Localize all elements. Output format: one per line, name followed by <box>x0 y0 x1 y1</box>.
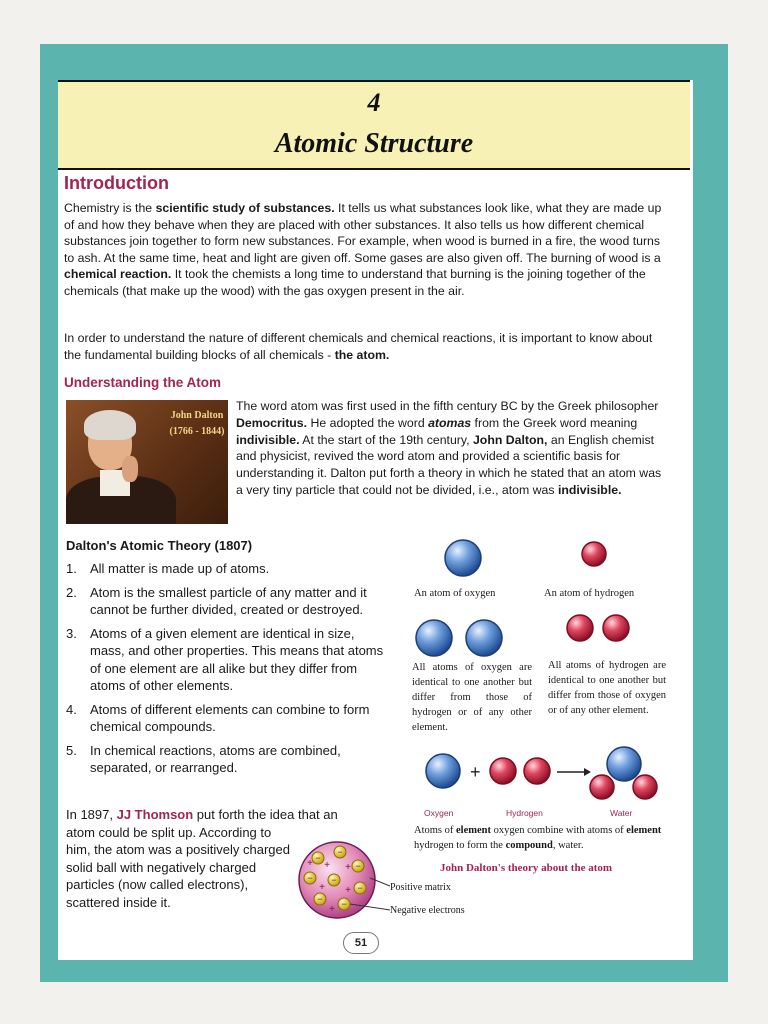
reaction-caption: Atoms of element oxygen combine with atoms of element hydrogen to form the compound, water. <box>414 825 662 851</box>
portrait-years: (1766 - 1844) <box>169 426 225 437</box>
oxygen-atom <box>416 620 452 656</box>
atom-history-paragraph: The word atom was first used in the fifth century BC by the Greek philosopher Democritus. He adopted the word atomas from the Greek word meaning indivisible. At the start of the 19th century, John Dalton, an English chemist and physicist, revived the word atom and provided a scientific basis for understanding it. Dalton put forth a theory in which he stated that an atom was a very tiny particle that could not be divided, i.e., atom was indivisible. <box>236 399 662 497</box>
hydrogen-atom <box>582 542 606 566</box>
hydrogen-atom <box>524 758 550 784</box>
plus-sign: + <box>470 762 481 782</box>
oxygen-description: All atoms of oxygen are identical to one another but differ from those of hydrogen or of any other element. <box>412 662 532 733</box>
thomson-model <box>299 842 390 918</box>
theory-point: 1. All matter is made up of atoms. <box>66 561 270 576</box>
svg-text:+: + <box>319 882 325 893</box>
oxygen-atom <box>466 620 502 656</box>
svg-text:+: + <box>307 858 313 869</box>
water-hydrogen-atom <box>590 775 614 799</box>
svg-text:−: − <box>337 847 343 857</box>
svg-text:−: − <box>315 853 321 863</box>
svg-text:−: − <box>307 873 313 883</box>
svg-text:−: − <box>355 861 361 871</box>
svg-text:+: + <box>345 862 351 873</box>
hydrogen-atom <box>567 615 593 641</box>
svg-text:−: − <box>341 899 347 909</box>
hydrogen-description: All atoms of hydrogen are identical to one another but differ from those of oxygen or of any other element. <box>548 660 666 716</box>
chapter-number: 4 <box>367 88 381 117</box>
understanding-atom-heading: Understanding the Atom <box>64 375 221 390</box>
figure-caption: John Dalton's theory about the atom <box>440 862 613 874</box>
reaction-arrowhead <box>584 768 591 776</box>
svg-text:+: + <box>345 885 351 896</box>
introduction-paragraph: Chemistry is the scientific study of substances. It tells us what substances look like, what they are made up of and how they behave when they are placed with other substances. It also tells us how different chemical substances join together to form new substances. For example, when wood is burned in a fire, the wood turns to ash. At the same time, heat and light are given off. Some gases are also given off. The burning of wood is a chemical reaction. It took the chemists a long time to understand that burning is the joining together of the chemicals (that make up the wood) with the gas oxygen present in the air. <box>64 201 662 298</box>
page-number: 51 <box>343 932 379 954</box>
svg-text:−: − <box>317 894 323 904</box>
dalton-theory-heading: Dalton's Atomic Theory (1807) <box>66 538 253 553</box>
svg-text:−: − <box>357 883 363 893</box>
hydrogen-atom-label: An atom of hydrogen <box>544 588 635 599</box>
theory-point: 4. Atoms of different elements can combine to form chemical compounds. <box>66 701 370 734</box>
oxygen-atom <box>426 754 460 788</box>
positive-matrix-label: Positive matrix <box>390 882 451 893</box>
oxygen-atom <box>445 540 481 576</box>
hydrogen-reactant-label: Hydrogen <box>506 808 543 818</box>
thomson-name: JJ Thomson <box>116 807 194 822</box>
oxygen-reactant-label: Oxygen <box>424 808 454 818</box>
svg-text:+: + <box>324 860 330 871</box>
water-oxygen-atom <box>607 747 641 781</box>
theory-point: 5. In chemical reactions, atoms are combined, separated, or rearranged. <box>66 742 341 775</box>
negative-electrons-label: Negative electrons <box>390 905 465 916</box>
hydrogen-atom <box>490 758 516 784</box>
svg-text:+: + <box>329 904 335 915</box>
water-hydrogen-atom <box>633 775 657 799</box>
theory-point: 2. Atom is the smallest particle of any matter and it cannot be further divided, created or destroyed. <box>66 584 367 617</box>
svg-text:−: − <box>331 875 337 885</box>
thomson-paragraph: In 1897, JJ Thomson put forth the idea that an atom could be split up. According to him, the atom was a positively charged solid ball with negatively charged particles (now called electrons), scattered inside it. <box>66 807 338 910</box>
hydrogen-atom <box>603 615 629 641</box>
introduction-heading: Introduction <box>64 173 169 193</box>
building-blocks-paragraph: In order to understand the nature of different chemicals and chemical reactions, it is important to know about the fundamental building blocks of all chemicals - the atom. <box>64 331 653 362</box>
chapter-title: Atomic Structure <box>274 128 474 159</box>
water-product-label: Water <box>610 808 633 818</box>
portrait-name: John Dalton <box>170 410 224 421</box>
oxygen-atom-label: An atom of oxygen <box>414 588 496 599</box>
theory-point: 3. Atoms of a given element are identical in size, mass, and other properties. This means that atoms of one element are all alike but they differ from atoms of other elements. <box>66 625 384 693</box>
